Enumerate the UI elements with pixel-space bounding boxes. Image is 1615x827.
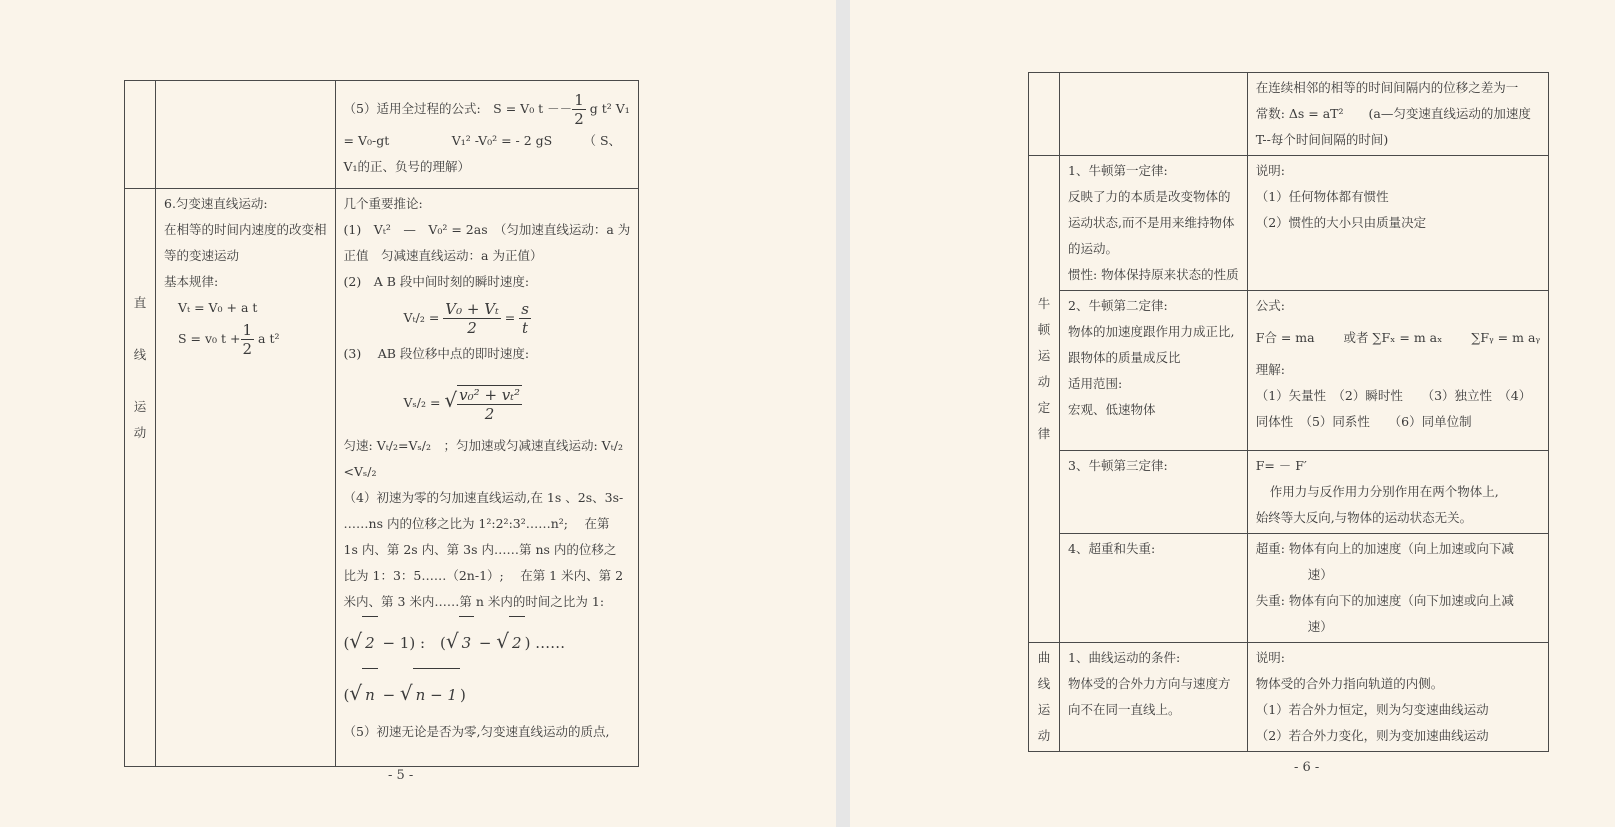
text-line: （2）若合外力变化，则为变加速曲线运动 — [1255, 728, 1489, 743]
formula-line-2: = V₀-gt V₁² -V₀² = - 2 gS （ S、 — [343, 133, 622, 148]
newton-second-law-row — [1029, 291, 1549, 451]
text-line: 始终等大反向,与物体的运动状态无关。 — [1255, 510, 1473, 525]
label-char: 牛 — [1037, 296, 1051, 311]
text-line: 适用范围: — [1068, 376, 1123, 391]
uniform-acceleration-cell — [156, 189, 336, 767]
text-line: （5）初速无论是否为零,匀变速直线运动的质点, — [343, 724, 610, 739]
overweight-row — [1029, 534, 1549, 643]
text-line: （1）若合外力恒定，则为匀变速曲线运动 — [1255, 702, 1489, 717]
section-label-curve-motion — [1029, 643, 1060, 752]
text-line: 比为 1：3：5……（2n-1）; 在第 1 米内、第 2 — [343, 568, 624, 583]
section-label-newton-laws — [1029, 156, 1060, 643]
text-line: (2) A B 段中间时刻的瞬时速度: — [343, 274, 530, 289]
label-char: 线 — [1037, 676, 1051, 691]
right-row1-mid-cell — [1060, 73, 1248, 156]
page-gutter — [836, 0, 850, 827]
text-line: 匀速: Vₜ/₂=Vₛ/₂ ；匀加速或匀减速直线运动: Vₜ/₂ — [343, 438, 623, 453]
label-char: 律 — [1037, 426, 1051, 441]
overweight-notes — [1247, 534, 1548, 643]
left-row-1 — [125, 81, 639, 189]
newton-first-law-row — [1029, 156, 1549, 291]
label-char: 曲 — [1037, 650, 1051, 665]
text-line: 理解: — [1255, 362, 1285, 377]
text-line: F= － F′ — [1255, 458, 1307, 473]
newton-third-law-cell — [1060, 451, 1248, 534]
text-line: 3、牛顿第三定律: — [1068, 458, 1168, 473]
label-char: 运 — [1037, 702, 1051, 717]
left-row-2 — [125, 189, 639, 767]
text-line: 运动状态,而不是用来维持物体 — [1068, 215, 1235, 230]
label-char: 动 — [1037, 728, 1051, 743]
text-line: 常数: Δs = aT² (a—匀变速直线运动的加速度 — [1255, 106, 1531, 121]
page-number: - 5 - — [388, 768, 414, 783]
text-line: 说明: — [1255, 163, 1285, 178]
newton-second-law-cell — [1060, 291, 1248, 451]
text-line: 正值 匀减速直线运动：a 为正值） — [343, 248, 543, 263]
text-line: 反映了力的本质是改变物体的 — [1068, 189, 1231, 204]
curve-motion-row — [1029, 643, 1549, 752]
text-line: 跟物体的质量成反比 — [1068, 350, 1181, 365]
displacement-difference-cell — [1247, 73, 1548, 156]
text-line: 超重: 物体有向上的加速度（向上加速或向下减 — [1255, 541, 1514, 556]
left-table — [124, 80, 639, 767]
left-row1-label-cell — [125, 81, 156, 189]
text-line: (1) Vₜ² — V₀² = 2as （匀加速直线运动：a 为 — [343, 222, 631, 237]
text-line: 2、牛顿第二定律: — [1068, 298, 1168, 313]
corollaries-cell — [335, 189, 639, 767]
text-line: 几个重要推论: — [343, 196, 423, 211]
text-line: 物体受的合外力方向与速度方 — [1068, 676, 1231, 691]
text-line: 速） — [1307, 567, 1333, 582]
right-table — [1028, 72, 1549, 752]
text-line: 失重: 物体有向下的加速度（向下加速或向上减 — [1255, 593, 1514, 608]
velocity-formula: Vₜ = V₀ + a t — [178, 300, 258, 315]
text-line: （2）惯性的大小只由质量决定 — [1255, 215, 1427, 230]
time-ratio-formula-2: (√ n − √ n − 1 ) — [344, 667, 631, 719]
newton-first-law-notes — [1247, 156, 1548, 291]
curve-motion-notes — [1247, 643, 1548, 752]
newton-third-law-row — [1029, 451, 1549, 534]
label-char: 顿 — [1037, 322, 1051, 337]
curve-motion-cell — [1060, 643, 1248, 752]
time-ratio-formula-1: (√ 2 − 1) : (√ 3 − √ 2 ) …… — [344, 615, 631, 667]
text-line: （1）矢量性 （2）瞬时性 （3）独立性 （4） — [1255, 388, 1532, 403]
text-line: 作用力与反作用力分别作用在两个物体上, — [1269, 484, 1499, 499]
text-line: 4、超重和失重: — [1068, 541, 1156, 556]
right-row1-label-cell — [1029, 73, 1060, 156]
label-char: 线 — [133, 346, 147, 362]
text-line: 的运动。 — [1068, 241, 1119, 256]
label-char: 动 — [1037, 374, 1051, 389]
text-line: ……ns 内的位移之比为 1²:2²:3²……n²; 在第 — [343, 516, 610, 531]
left-row1-mid-cell — [156, 81, 336, 189]
text-line: 说明: — [1255, 650, 1285, 665]
text-line: 公式: — [1255, 298, 1285, 313]
text-line: 物体的加速度跟作用力成正比, — [1068, 324, 1235, 339]
mid-position-velocity-formula: Vₛ/₂ = √ $\frac{\text{v₀² + vₜ²}}{2}$ — [403, 385, 520, 423]
text-line: 向不在同一直线上。 — [1068, 702, 1181, 717]
text-line: 速） — [1307, 619, 1333, 634]
text-line: 同体性 （5）同系性 （6）同单位制 — [1255, 414, 1472, 429]
formula-line-1: （5）适用全过程的公式: S = V₀ t －－ $\frac{1}{2}$ g t² V₁ — [343, 91, 630, 128]
overweight-cell — [1060, 534, 1248, 643]
text-line: 1、牛顿第一定律: — [1068, 163, 1168, 178]
text-line: 宏观、低速物体 — [1068, 402, 1156, 417]
label-char: 定 — [1037, 400, 1051, 415]
displacement-formula: S = v₀ t + $\frac{1}{2}$ a t² — [178, 321, 280, 358]
formula-line-3: V₁的正、负号的理解） — [343, 159, 471, 174]
right-page — [850, 0, 1615, 827]
text-line: (3) AB 段位移中点的即时速度: — [343, 346, 530, 361]
label-char: 动 — [133, 424, 147, 440]
section-label-linear-motion — [125, 189, 156, 767]
page-number: - 6 - — [1294, 760, 1320, 775]
text-line: 在连续相邻的相等的时间间隔内的位移之差为一 — [1255, 80, 1519, 95]
section-title: 6.匀变速直线运动: — [164, 196, 268, 211]
text-line: 物体受的合外力指向轨道的内侧。 — [1255, 676, 1444, 691]
text-line: T--每个时间间隔的时间) — [1255, 132, 1389, 147]
definition-line: 在相等的时间内速度的改变相 — [164, 222, 327, 237]
text-line: 惯性: 物体保持原来状态的性质 — [1068, 267, 1239, 282]
text-line: （4）初速为零的匀加速直线运动,在 1s 、2s、3s- — [343, 490, 624, 505]
definition-line: 等的变速运动 — [164, 248, 240, 263]
text-line: <Vₛ/₂ — [343, 464, 377, 479]
formula-line: F合 = ma 或者 ∑Fₓ = m aₓ ∑Fᵧ = m aᵧ — [1255, 330, 1541, 345]
newton-second-law-notes — [1247, 291, 1548, 451]
label-char: 运 — [1037, 348, 1051, 363]
text-line: 1s 内、第 2s 内、第 3s 内……第 ns 内的位移之 — [343, 542, 617, 557]
newton-third-law-notes — [1247, 451, 1548, 534]
newton-first-law-cell — [1060, 156, 1248, 291]
label-char: 直 — [133, 294, 147, 310]
label-char: 运 — [133, 398, 147, 414]
text-line: 1、曲线运动的条件: — [1068, 650, 1181, 665]
mid-time-velocity-formula: Vₜ/₂ = $\frac{\text{V₀ + Vₜ}}{2}$ = $\frac{s}{t}$ — [403, 300, 529, 337]
left-row1-formula-cell — [335, 81, 639, 189]
text-line: （1）任何物体都有惯性 — [1255, 189, 1389, 204]
text-line: 米内、第 3 米内……第 n 米内的时间之比为 1: — [343, 594, 605, 609]
basic-law-label: 基本规律: — [164, 274, 219, 289]
right-row-1 — [1029, 73, 1549, 156]
